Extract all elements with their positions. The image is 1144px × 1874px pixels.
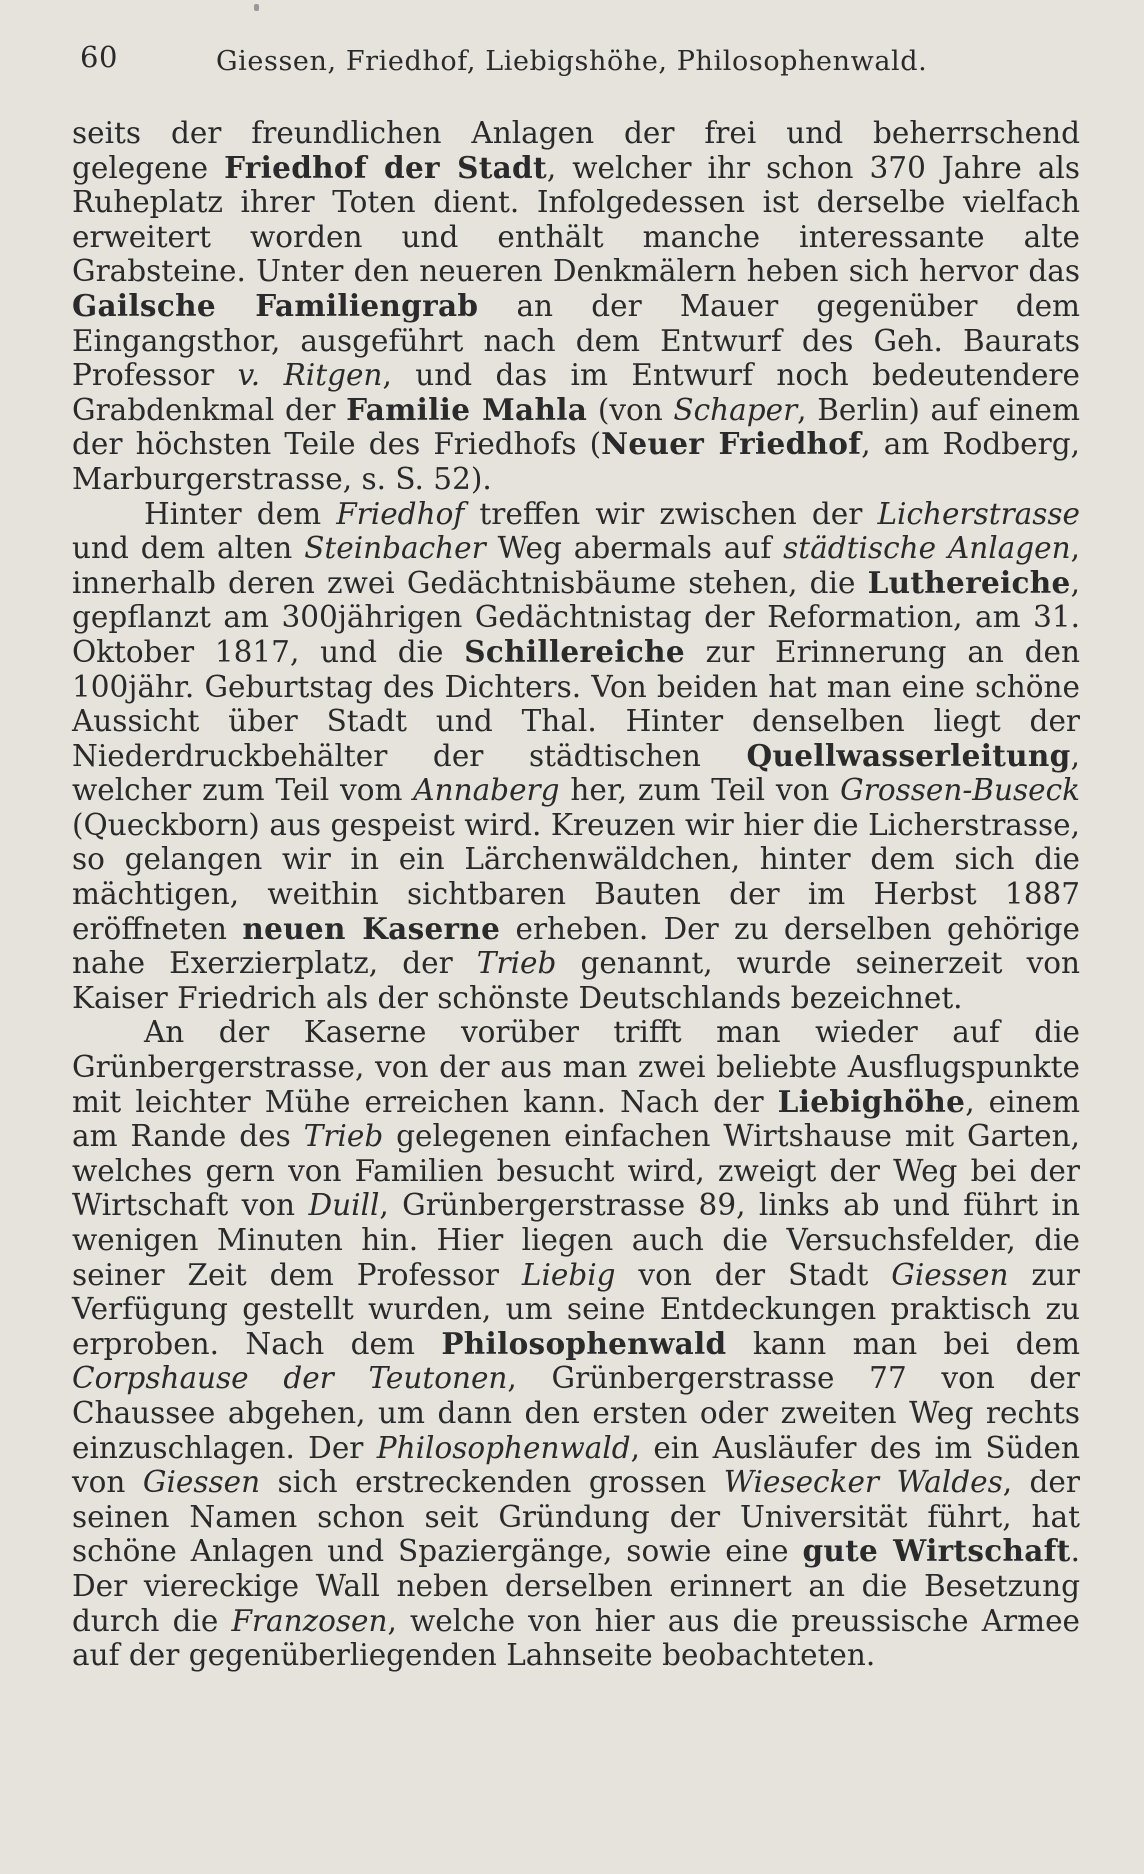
text-run: Weg abermals auf	[485, 531, 784, 566]
ink-spot	[254, 4, 259, 11]
bold-term: Quellwasserleitung	[746, 737, 1071, 773]
text-run: und dem alten	[72, 531, 305, 566]
italic-term: Annaberg	[413, 773, 560, 808]
bold-term: Friedhof der Stadt	[224, 149, 547, 185]
text-run: erheben. Der zu derselben gehörige nahe Exerzierplatz, der	[72, 911, 1080, 981]
bold-term: Liebighöhe	[777, 1083, 966, 1119]
italic-term: Philosophenwald	[376, 1430, 631, 1465]
italic-term: Steinbacher	[304, 531, 486, 566]
page-number: 60	[80, 40, 118, 74]
italic-term: Liebig	[521, 1257, 616, 1292]
page-header	[80, 40, 1000, 84]
paragraph	[72, 116, 1080, 497]
bold-term: Gailsche Familiengrab	[72, 287, 479, 323]
text-run: kann man bei dem	[726, 1326, 1080, 1361]
text-run: , welcher zum Teil vom	[72, 738, 1080, 808]
bold-term: Luthereiche	[867, 564, 1071, 600]
text-run: , gepflanzt am 300jährigen Gedächtnistag der Reformation, am 31. Oktober 1817, und die	[72, 565, 1080, 669]
text-run: her, zum Teil von	[559, 773, 841, 808]
text-run: , ein Ausläufer des im Süden von	[72, 1430, 1080, 1500]
text-run: , welche von hier aus die preussische Armee auf der gegenüberliegenden Lahnseite beobachteten.	[72, 1603, 1080, 1673]
text-run: von der Stadt	[615, 1257, 892, 1292]
paragraph	[72, 497, 1080, 1016]
italic-term: Franzosen	[231, 1603, 388, 1638]
italic-term: Schaper	[673, 392, 798, 427]
text-run: , innerhalb deren zwei Gedächtnisbäume stehen, die	[72, 531, 1080, 600]
text-run: . Der viereckige Wall neben derselben erinnert an die Besetzung durch die	[72, 1534, 1080, 1638]
italic-term: Giessen	[142, 1465, 261, 1500]
italic-term: Wiesecker Waldes	[723, 1465, 1003, 1500]
bold-term: Familie Mahla	[346, 391, 588, 427]
bold-term: gute Wirtschaft	[802, 1533, 1071, 1569]
italic-term: Friedhof	[336, 496, 465, 531]
text-run: an der Mauer gegenüber dem Eingangsthor, ausgeführt nach dem Entwurf des Geh. Baurats Professor	[72, 288, 1081, 393]
bold-term: neuen Kaserne	[242, 910, 501, 946]
text-run: An der Kaserne vorüber trifft man wieder auf die Grünbergerstrasse, von der aus man zwei beliebte Ausflugspunkte mit leichter Mühe erreichen kann. Nach der	[72, 1015, 1080, 1119]
text-run: (Queckborn) aus gespeist wird. Kreuzen wir hier die Licherstrasse, so gelangen wir in ein Lärchenwäldchen, hinter dem sich die mächtigen, weithin sichtbaren Bauten der im Herbst 1887 eröffneten	[72, 807, 1080, 946]
text-run: , Grünbergerstrasse 77 von der Chaussee abgehen, um dann den ersten oder zweiten Weg rechts einzuschlagen. Der	[72, 1361, 1080, 1465]
text-run: seits der freundlichen Anlagen der frei und beherrschend gelegene	[72, 116, 1080, 185]
body-text	[72, 116, 1080, 1673]
italic-term: Corpshause der Teutonen	[72, 1361, 508, 1396]
text-run: , einem am Rande des	[72, 1084, 1080, 1154]
text-run: treffen wir zwischen der	[464, 496, 878, 531]
running-head: Giessen, Friedhof, Liebigshöhe, Philosophenwald.	[216, 46, 928, 77]
text-run: , Berlin) auf einem der höchsten Teile des Friedhofs (	[72, 392, 1080, 462]
text-run: , und das im Entwurf noch bedeutendere Grabdenkmal der	[72, 358, 1080, 427]
italic-term: Duill	[308, 1188, 380, 1223]
text-run: gelegenen einfachen Wirtshause mit Garten, welches gern von Familien besucht wird, zweigt der Weg bei der Wirtschaft von	[72, 1119, 1080, 1223]
text-run: zur Verfügung gestellt wurden, um seine Entdeckungen praktisch zu erproben. Nach dem	[72, 1257, 1080, 1361]
bold-term: Schillereiche	[464, 633, 685, 669]
italic-term: Trieb	[303, 1119, 384, 1154]
text-run: (von	[587, 392, 674, 427]
italic-term: Grossen-Buseck	[840, 773, 1080, 808]
text-run: genannt, wurde seinerzeit von Kaiser Friedrich als der schönste Deutschlands bezeichnet.	[72, 946, 1080, 1015]
italic-term: Licherstrasse	[877, 496, 1080, 531]
italic-term: v. Ritgen	[237, 358, 383, 393]
text-run: , welcher ihr schon 370 Jahre als Ruheplatz ihrer Toten dient. Infolgedessen ist derselbe vielfach erweitert worden und enthält manche interessante alte Grabsteine. Unter den neueren Denkmälern heben sich hervor das	[72, 150, 1081, 289]
paragraph	[72, 1015, 1080, 1672]
text-run: zur Erinnerung an den 100jähr. Geburtstag des Dichters. Von beiden hat man eine schöne Aussicht über Stadt und Thal. Hinter denselben liegt der Niederdruckbehälter der städtischen	[72, 634, 1080, 773]
text-run: , Grünbergerstrasse 89, links ab und führt in wenigen Minuten hin. Hier liegen auch die Versuchsfelder, die seiner Zeit dem Professor	[72, 1188, 1080, 1292]
bold-term: Neuer Friedhof	[601, 426, 862, 462]
text-run: sich erstreckenden grossen	[260, 1465, 724, 1500]
italic-term: Giessen	[891, 1257, 1009, 1292]
bold-term: Philosophenwald	[441, 1325, 727, 1361]
italic-term: städtische Anlagen	[783, 531, 1071, 566]
text-run: Hinter dem	[144, 496, 337, 531]
text-run: , am Rodberg, Marburgerstrasse, s. S. 52).	[72, 427, 1080, 496]
text-run: , der seinen Namen schon seit Gründung der Universität führt, hat schöne Anlagen und Spaziergänge, sowie eine	[72, 1465, 1080, 1569]
italic-term: Trieb	[476, 946, 557, 981]
